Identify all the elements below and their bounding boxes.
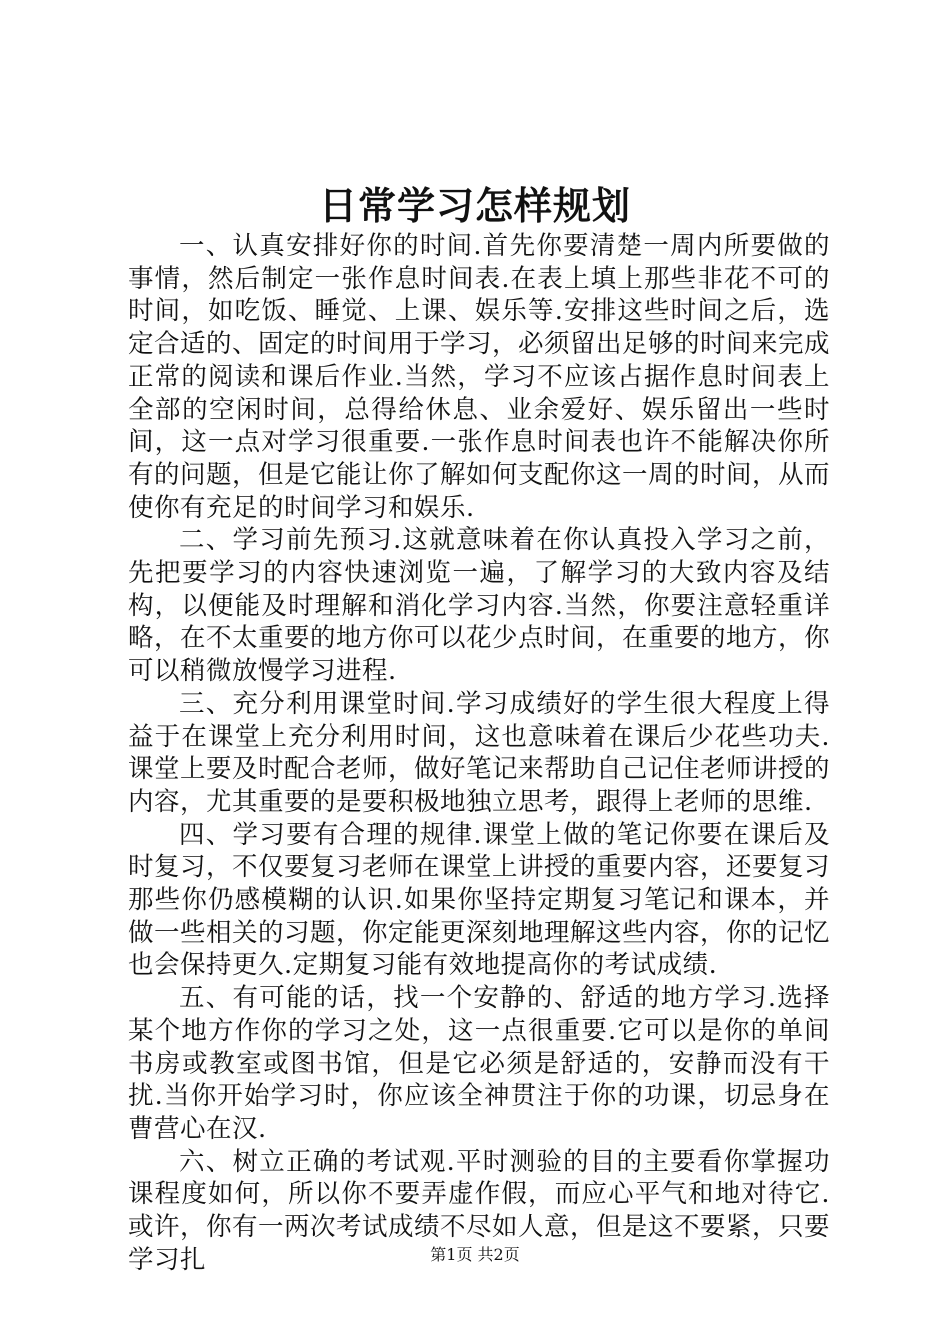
document-body [128,230,830,1277]
document-title: 日常学习怎样规划 [318,183,631,228]
paragraph-4: 四、学习要有合理的规律.课堂上做的笔记你要在课后及时复习，不仅要复习老师在课堂上讲授的重要内容，还要复习那些你仍感模糊的认识.如果你坚持定期复习笔记和课本，并做一些相关的习题，你定能更深刻地理解这些内容，你的记忆也会保持更久.定期复习能有效地提高你的考试成绩. [128,819,831,981]
paragraph-2: 二、学习前先预习.这就意味着在你认真投入学习之前，先把要学习的内容快速浏览一遍，了解学习的大致内容及结构，以便能及时理解和消化学习内容.当然，你要注意轻重详略，在不太重要的地方你可以花少点时间，在重要的地方，你可以稍微放慢学习进程. [128,525,831,687]
paragraph-3: 三、充分利用课堂时间.学习成绩好的学生很大程度上得益于在课堂上充分利用时间，这也意味着在课后少花些功夫.课堂上要及时配合老师，做好笔记来帮助自己记住老师讲授的内容，尤其重要的是要积极地独立思考，跟得上老师的思维. [128,688,831,817]
paragraph-5: 五、有可能的话，找一个安静的、舒适的地方学习.选择某个地方作你的学习之处，这一点很重要.它可以是你的单间书房或教室或图书馆，但是它必须是舒适的，安静而没有干扰.当你开始学习时，你应该全神贯注于你的功课，切忌身在曹营心在汉. [128,983,830,1144]
page-footer: 第1页 共2页 [430,1245,520,1264]
paragraph-6: 六、树立正确的考试观.平时测验的目的主要看你掌握功课程度如何，所以你不要弄虚作假，而应心平气和地对待它.或许，你有一两次考试成绩不尽如人意，但是这不要紧，只要学习扎 [128,1146,831,1275]
paragraph-1: 一、认真安排好你的时间.首先你要清楚一周内所要做的事情，然后制定一张作息时间表.在表上填上那些非花不可的时间，如吃饭、睡觉、上课、娱乐等.安排这些时间之后，选定合适的、固定的时间用于学习，必须留出足够的时间来完成正常的阅读和课后作业.当然，学习不应该占据作息时间表上全部的空闲时间，总得给休息、业余爱好、娱乐留出一些时间，这一点对学习很重要.一张作息时间表也许不能解决你所有的问题，但是它能让你了解如何支配你这一周的时间，从而使你有充足的时间学习和娱乐. [128,231,831,523]
